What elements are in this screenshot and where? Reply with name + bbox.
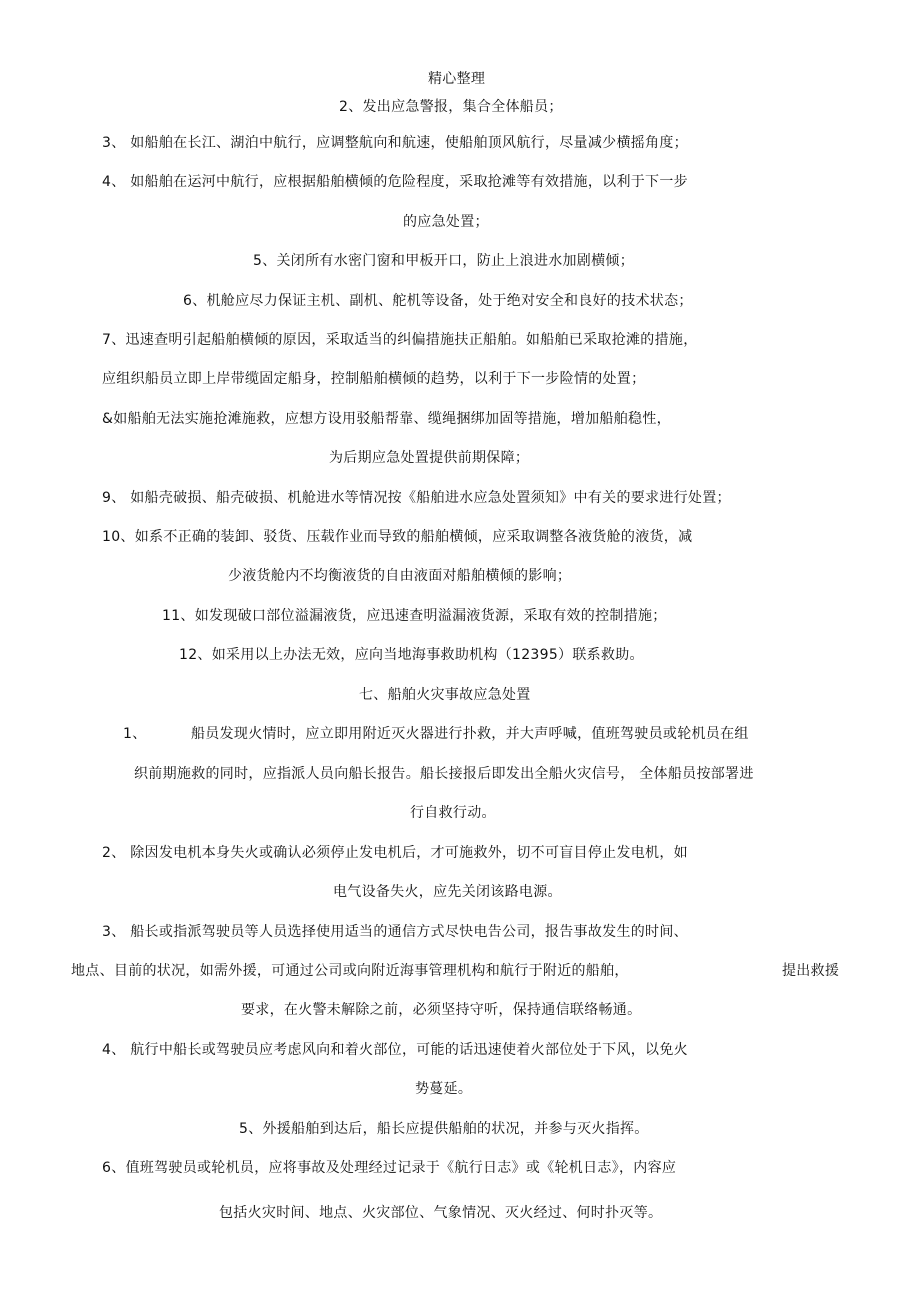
text-line: 6、值班驾驶员或轮机员，应将事故及处理经过记录于《航行日志》或《轮机日志》，内容应 [102, 1160, 677, 1176]
text-line: 地点、目前的状况，如需外援，可通过公司或向附近海事管理机构和航行于附近的船舶， [71, 963, 629, 979]
text-line: 3、 船长或指派驾驶员等人员选择使用适当的通信方式尽快电告公司，报告事故发生的时间、 [102, 924, 688, 940]
text-line: 5、外援船舶到达后，船长应提供船舶的状况，并参与灭火指挥。 [239, 1121, 649, 1137]
text-line: 3、 如船舶在长江、湖泊中航行，应调整航向和航速，使船舶顶风航行，尽量减少横摇角度； [102, 135, 688, 151]
text-line: 4、 如船舶在运河中航行，应根据船舶横倾的危险程度，采取抢滩等有效措施，以利于下一步 [102, 174, 688, 190]
text-line: 少液货舱内不均衡液货的自由液面对船舶横倾的影响； [228, 568, 572, 584]
text-line: 6、机舱应尽力保证主机、副机、舵机等设备，处于绝对安全和良好的技术状态； [183, 293, 693, 309]
text-line: 应组织船员立即上岸带缆固定船身，控制船舶横倾的趋势，以利于下一步险情的处置； [102, 371, 646, 387]
text-line: 船员发现火情时，应立即用附近灭火器进行扑救，并大声呼喊，值班驾驶员或轮机员在组 [191, 726, 749, 742]
text-line: 织前期施救的同时，应指派人员向船长报告。船长接报后即发出全船火灾信号， 全体船员按部署进 [134, 766, 754, 782]
text-line: 势蔓延。 [415, 1081, 473, 1097]
section-heading: 七、船舶火灾事故应急处置 [359, 687, 531, 703]
text-line: 10、如系不正确的装卸、驳货、压载作业而导致的船舶横倾，应采取调整各液货舱的液货，减 [102, 529, 693, 545]
text-line: 为后期应急处置提供前期保障； [329, 450, 530, 466]
text-line: 要求，在火警未解除之前，必须坚持守听，保持通信联络畅通。 [241, 1002, 642, 1018]
text-line: 7、迅速查明引起船舶横倾的原因，采取适当的纠偏措施扶正船舶。如船舶已采取抢滩的措施， [102, 332, 698, 348]
text-line: &如船舶无法实施抢滩施救，应想方设用驳船帮靠、缆绳捆绑加固等措施，增加船舶稳性， [102, 411, 671, 427]
text-line: 2、 除因发电机本身失火或确认必须停止发电机后，才可施救外，切不可盲目停止发电机，如 [102, 845, 688, 861]
text-line: 9、 如船壳破损、船壳破损、机舱进水等情况按《船舶进水应急处置须知》中有关的要求进行处置； [102, 490, 731, 506]
text-line: 5、关闭所有水密门窗和甲板开口，防止上浪进水加剧横倾； [253, 253, 635, 269]
page-header: 精心整理 [428, 71, 486, 87]
text-line: 12、如采用以上办法无效，应向当地海事救助机构（12395）联系救助。 [179, 647, 644, 663]
list-number: 1、 [123, 726, 147, 742]
text-line: 包括火灾时间、地点、火灾部位、气象情况、灭火经过、何时扑灭等。 [219, 1205, 663, 1221]
text-line: 电气设备失火，应先关闭该路电源。 [333, 884, 562, 900]
text-line: 的应急处置； [403, 214, 489, 230]
text-line: 2、发出应急警报，集合全体船员； [339, 99, 563, 115]
text-line: 4、 航行中船长或驾驶员应考虑风向和着火部位，可能的话迅速使着火部位处于下风，以免火 [102, 1042, 688, 1058]
text-line: 行自救行动。 [410, 805, 496, 821]
text-line: 提出救援 [782, 963, 840, 979]
text-line: 11、如发现破口部位溢漏液货，应迅速查明溢漏液货源，采取有效的控制措施； [162, 608, 667, 624]
